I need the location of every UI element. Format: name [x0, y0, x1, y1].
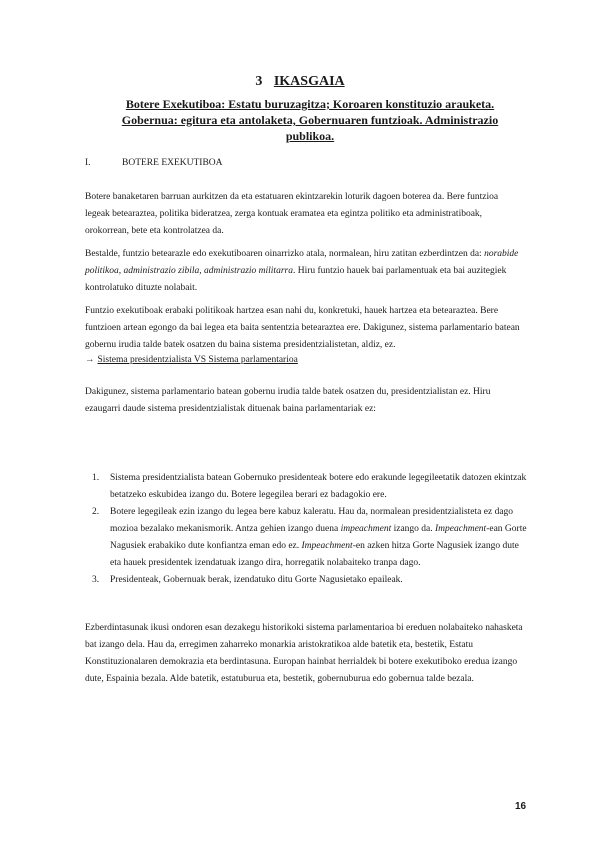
list-item-emphasis: Impeachment: [435, 524, 487, 534]
page-number: 16: [515, 801, 527, 812]
list-item-number: 3.: [92, 575, 100, 585]
list-item-number: 1.: [92, 473, 100, 483]
paragraph-2-end: . Hiru funtzio hauek bai parlamentuak eta bai auzitegiek kontrolatuko dituzte nolabait.: [85, 266, 507, 293]
list-item-text-part: Botere legegileak ezin izango du legea bere kabuz kaleratu. Hau da, normalean presidentzialisteta ez dago mozioa bezalako mekanismorik. Antza gehien izango duena: [110, 507, 514, 534]
subheading: [85, 352, 298, 369]
section-heading: [85, 157, 223, 170]
subheading-text: Sistema presidentzialista VS Sistema parlamentarioa: [97, 355, 298, 365]
paragraph-4: Dakigunez, sistema parlamentario batean gobernu irudia talde batek osatzen du, presidentzialistan ez. Hiru ezaugarri daude sistema presidentzialistak dituenak baina parlamentariak ez:: [85, 387, 491, 414]
lesson-subtitle: Botere Exekutiboa: Estatu buruzagitza; Koroaren konstituzio arauketa. Gobernua: egitura eta antolaketa, Gobernuaren funtzioak. Administrazio publikoa.: [121, 97, 499, 143]
list-item: [85, 572, 530, 589]
list-item: [85, 470, 530, 504]
list-item-emphasis: impeachment: [340, 524, 392, 534]
list-item-text-part: -ean Gorte Nagusiek erabakiko dute konfiantza eman edo ez.: [110, 524, 527, 551]
paragraph-2-emphasis: norabide politikoa, administrazio zibila, administrazio militarra: [85, 249, 519, 276]
section-heading-text: BOTERE EXEKUTIBOA: [122, 158, 223, 168]
numbered-list: [85, 470, 530, 589]
list-item-text: [110, 507, 527, 568]
list-item: [85, 504, 530, 572]
list-item-text-part: -en azken hitza Gorte Nagusiek izango dute eta hauek presidentek izendatuak izango dira, horregatik nolabaiteko tranpa dago.: [110, 541, 519, 568]
list-item-number: 2.: [92, 507, 100, 517]
list-item-text: Presidenteak, Gobernuak berak, izendatuko ditu Gorte Nagusietako epaileak.: [110, 575, 403, 585]
paragraph-2: [85, 246, 525, 297]
paragraph-3: Funtzio exekutiboak erabaki politikoak hartzea esan nahi du, konkretuki, hauek hartzea eta betearaztea. Bere funtzioen artean egongo da bai legea eta baita sententzia betearaztea ere. Dakigunez, sistema parlamentario batean gobernu irudia talde batek osatzen du baina sistema presidentzialistetan, aldiz, ez.: [85, 306, 520, 350]
paragraph-1: Botere banaketaren barruan aurkitzen da eta estatuaren ekintzarekin loturik dagoen boterea da. Bere funtzioa legeak betearaztea, politika bideratzea, zerga kontuak eramatea eta egintza politiko eta administratiboak, orokorrean, bete eta kontrolatzea da.: [85, 192, 499, 236]
lesson-title: [0, 73, 600, 91]
arrow-right-icon: →: [85, 355, 95, 365]
lesson-title-text: IKASGAIA: [273, 74, 345, 89]
list-item-text: Sistema presidentzialista batean Gobernuko presidenteak botere edo erakunde legegileetatik datozen ekintzak betatzeko eskubidea izango du. Botere legegilea berari ez badagokio ere.: [110, 473, 527, 500]
paragraph-2-start: Bestalde, funtzio betearazle edo exekutiboaren oinarrizko atala, normalean, hiru zatitan ezberdintzen da:: [85, 249, 485, 259]
lesson-number: 3: [255, 74, 263, 89]
list-item-emphasis: Impeachment: [301, 541, 353, 551]
list-item-text-part: izango da.: [391, 524, 436, 534]
paragraph-5: Ezberdintasunak ikusi ondoren esan dezakegu historikoki sistema parlamentarioa bi ereduen nolabaiteko nahasketa bat izango dela. Hau da, erregimen zaharreko monarkia aristokratikoa alde batetik eta, bestetik, Estatu Konstituzionalaren demokrazia eta berdintasuna. Europan hainbat herrialdek bi botere exekutiboko eredua izango dute, Espainia bezala. Alde batetik, estatuburua eta, bestetik, gobernuburua edo gobernua talde bezala.: [85, 623, 523, 684]
section-number: I.: [85, 158, 91, 168]
